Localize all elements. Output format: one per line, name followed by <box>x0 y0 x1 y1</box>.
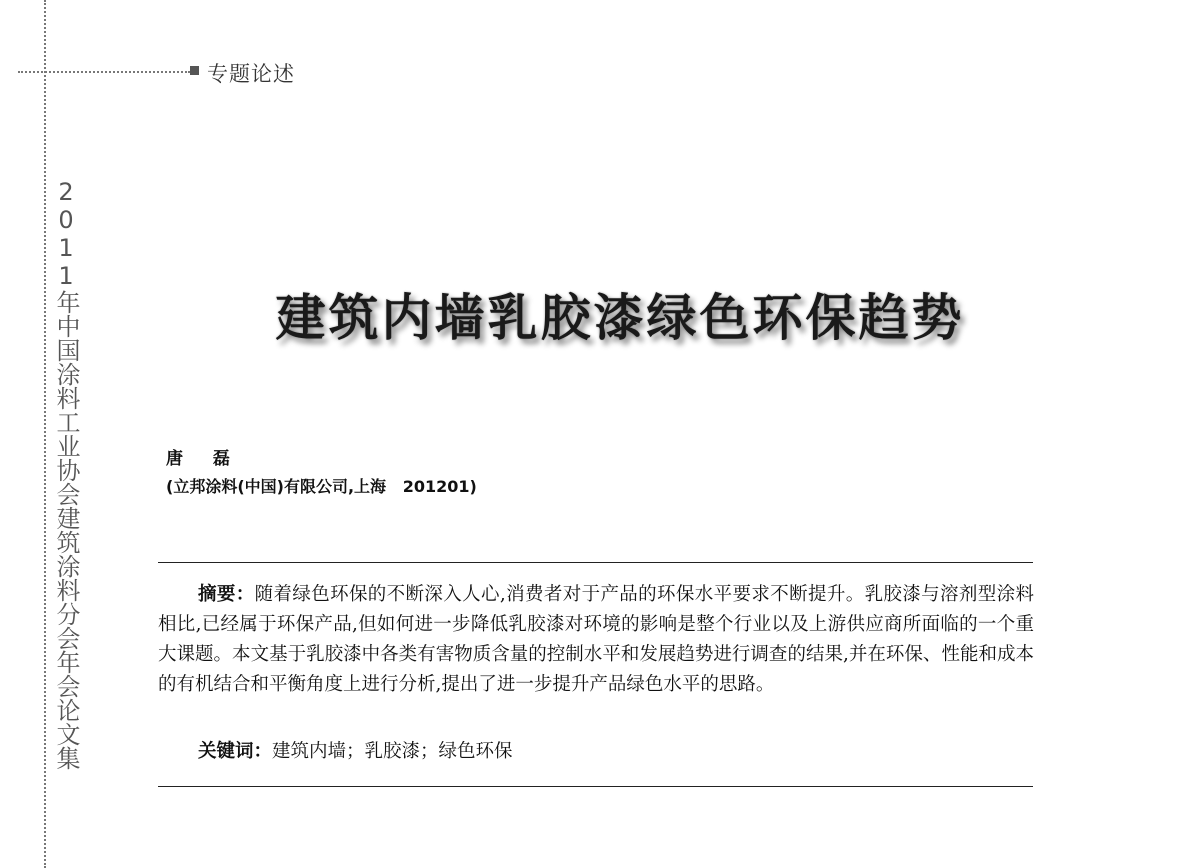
abstract-bottom-rule <box>158 786 1033 787</box>
abstract-text: 随着绿色环保的不断深入人心,消费者对于产品的环保水平要求不断提升。乳胶漆与溶剂型涂料相比,已经属于环保产品,但如何进一步降低乳胶漆对环境的影响是整个行业以及上游供应商所面临的一个重大课题。本文基于乳胶漆中各类有害物质含量的控制水平和发展趋势进行调查的结果,并在环保、性能和成本的有机结合和平衡角度上进行分析,提出了进一步提升产品绿色水平的思路。 <box>158 584 1034 695</box>
margin-dotted-line <box>44 0 46 868</box>
author-name: 唐 磊 <box>166 449 242 469</box>
keywords-label: 关键词： <box>198 741 273 762</box>
section-tag: 专题论述 <box>207 62 295 86</box>
abstract-block <box>158 580 1034 700</box>
section-square-icon <box>190 66 199 75</box>
proceedings-vertical-title: 2011年中国涂料工业协会建筑涂料分会年会论文集 <box>52 178 80 770</box>
keywords-line <box>198 737 513 763</box>
abstract-top-rule <box>158 562 1033 563</box>
header-dotted-line <box>18 71 190 73</box>
abstract-paragraph <box>158 580 1034 700</box>
author-affiliation: (立邦涂料(中国)有限公司,上海 201201) <box>166 477 477 496</box>
abstract-label: 摘要： <box>198 584 255 605</box>
keywords-text: 建筑内墙；乳胶漆；绿色环保 <box>272 741 513 762</box>
article-title: 建筑内墙乳胶漆绿色环保趋势 <box>275 288 965 347</box>
